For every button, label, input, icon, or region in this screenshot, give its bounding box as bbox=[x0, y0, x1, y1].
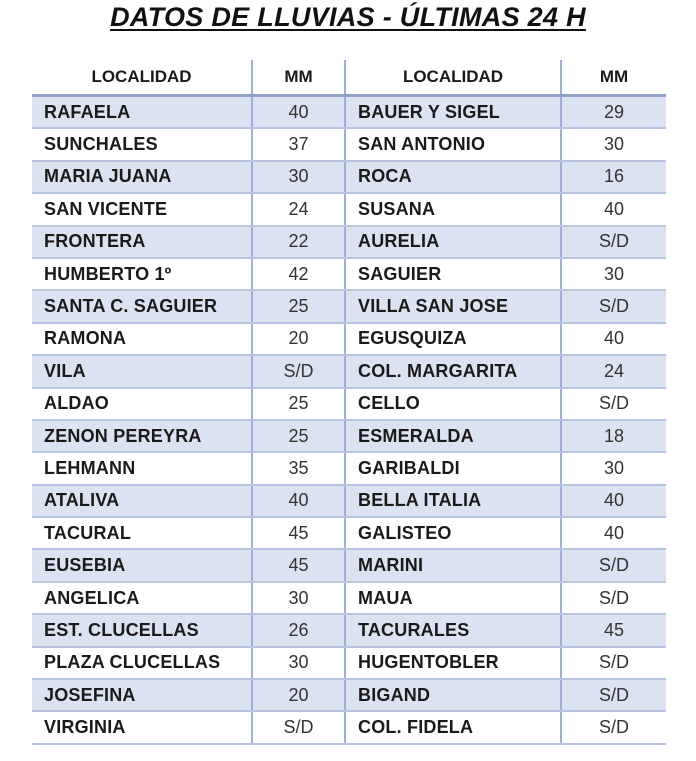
right-mm-cell: S/D bbox=[561, 549, 666, 581]
right-locality-cell: GALISTEO bbox=[345, 517, 561, 549]
left-locality-cell: ANGELICA bbox=[32, 582, 252, 614]
right-locality-cell: AURELIA bbox=[345, 226, 561, 258]
left-locality-cell: ATALIVA bbox=[32, 485, 252, 517]
left-locality-cell: SAN VICENTE bbox=[32, 193, 252, 225]
right-mm-cell: 45 bbox=[561, 614, 666, 646]
left-mm-cell: 25 bbox=[252, 388, 345, 420]
left-locality-cell: TACURAL bbox=[32, 517, 252, 549]
table-row bbox=[32, 679, 666, 711]
right-mm-cell: 40 bbox=[561, 193, 666, 225]
table-row bbox=[32, 161, 666, 193]
left-locality-cell: RAFAELA bbox=[32, 96, 252, 129]
right-locality-cell: ESMERALDA bbox=[345, 420, 561, 452]
rainfall-table bbox=[32, 60, 666, 745]
left-locality-cell: JOSEFINA bbox=[32, 679, 252, 711]
left-mm-cell: 20 bbox=[252, 323, 345, 355]
table-row bbox=[32, 128, 666, 160]
left-locality-cell: FRONTERA bbox=[32, 226, 252, 258]
left-mm-cell: 26 bbox=[252, 614, 345, 646]
left-locality-cell: VILA bbox=[32, 355, 252, 387]
table-row bbox=[32, 258, 666, 290]
table-row bbox=[32, 452, 666, 484]
left-mm-cell: 35 bbox=[252, 452, 345, 484]
left-locality-cell: ALDAO bbox=[32, 388, 252, 420]
left-mm-cell: 40 bbox=[252, 96, 345, 129]
right-locality-cell: EGUSQUIZA bbox=[345, 323, 561, 355]
right-locality-cell: VILLA SAN JOSE bbox=[345, 290, 561, 322]
right-mm-cell: 30 bbox=[561, 258, 666, 290]
right-mm-cell: 24 bbox=[561, 355, 666, 387]
table-row bbox=[32, 485, 666, 517]
right-mm-cell: S/D bbox=[561, 582, 666, 614]
right-mm-cell: S/D bbox=[561, 226, 666, 258]
left-locality-cell: MARIA JUANA bbox=[32, 161, 252, 193]
right-locality-cell: BELLA ITALIA bbox=[345, 485, 561, 517]
left-mm-cell: 30 bbox=[252, 582, 345, 614]
right-locality-cell: ROCA bbox=[345, 161, 561, 193]
table-row bbox=[32, 226, 666, 258]
right-locality-cell: BAUER Y SIGEL bbox=[345, 96, 561, 129]
left-locality-cell: PLAZA CLUCELLAS bbox=[32, 647, 252, 679]
right-locality-cell: SAN ANTONIO bbox=[345, 128, 561, 160]
right-mm-cell: S/D bbox=[561, 679, 666, 711]
right-mm-cell: 16 bbox=[561, 161, 666, 193]
table-row bbox=[32, 355, 666, 387]
header-left-locality: LOCALIDAD bbox=[32, 60, 252, 96]
right-mm-cell: 30 bbox=[561, 128, 666, 160]
left-mm-cell: S/D bbox=[252, 355, 345, 387]
right-mm-cell: S/D bbox=[561, 647, 666, 679]
table-body bbox=[32, 96, 666, 744]
table-row bbox=[32, 388, 666, 420]
table-row bbox=[32, 614, 666, 646]
left-mm-cell: 30 bbox=[252, 647, 345, 679]
left-locality-cell: EST. CLUCELLAS bbox=[32, 614, 252, 646]
page-title: DATOS DE LLUVIAS - ÚLTIMAS 24 H bbox=[110, 2, 586, 32]
left-mm-cell: 45 bbox=[252, 549, 345, 581]
table-row bbox=[32, 647, 666, 679]
header-right-locality: LOCALIDAD bbox=[345, 60, 561, 96]
left-locality-cell: ZENON PEREYRA bbox=[32, 420, 252, 452]
left-mm-cell: 24 bbox=[252, 193, 345, 225]
right-mm-cell: S/D bbox=[561, 711, 666, 743]
table-row bbox=[32, 290, 666, 322]
right-locality-cell: MAUA bbox=[345, 582, 561, 614]
left-mm-cell: 25 bbox=[252, 290, 345, 322]
left-locality-cell: VIRGINIA bbox=[32, 711, 252, 743]
right-locality-cell: COL. FIDELA bbox=[345, 711, 561, 743]
right-locality-cell: MARINI bbox=[345, 549, 561, 581]
right-locality-cell: CELLO bbox=[345, 388, 561, 420]
right-mm-cell: 18 bbox=[561, 420, 666, 452]
table-row bbox=[32, 549, 666, 581]
right-mm-cell: 40 bbox=[561, 485, 666, 517]
right-locality-cell: TACURALES bbox=[345, 614, 561, 646]
left-locality-cell: SUNCHALES bbox=[32, 128, 252, 160]
left-locality-cell: HUMBERTO 1º bbox=[32, 258, 252, 290]
left-mm-cell: 45 bbox=[252, 517, 345, 549]
table-row bbox=[32, 711, 666, 743]
table-row bbox=[32, 582, 666, 614]
left-locality-cell: SANTA C. SAGUIER bbox=[32, 290, 252, 322]
header-left-mm: MM bbox=[252, 60, 345, 96]
table-header-row bbox=[32, 60, 666, 96]
right-locality-cell: GARIBALDI bbox=[345, 452, 561, 484]
header-right-mm: MM bbox=[561, 60, 666, 96]
left-mm-cell: S/D bbox=[252, 711, 345, 743]
table-row bbox=[32, 323, 666, 355]
right-mm-cell: 30 bbox=[561, 452, 666, 484]
table-row bbox=[32, 96, 666, 129]
left-locality-cell: LEHMANN bbox=[32, 452, 252, 484]
left-mm-cell: 25 bbox=[252, 420, 345, 452]
left-mm-cell: 22 bbox=[252, 226, 345, 258]
left-mm-cell: 20 bbox=[252, 679, 345, 711]
left-locality-cell: EUSEBIA bbox=[32, 549, 252, 581]
right-locality-cell: COL. MARGARITA bbox=[345, 355, 561, 387]
left-locality-cell: RAMONA bbox=[32, 323, 252, 355]
table-row bbox=[32, 420, 666, 452]
left-mm-cell: 42 bbox=[252, 258, 345, 290]
right-mm-cell: 29 bbox=[561, 96, 666, 129]
right-mm-cell: 40 bbox=[561, 323, 666, 355]
right-locality-cell: HUGENTOBLER bbox=[345, 647, 561, 679]
table-row bbox=[32, 517, 666, 549]
right-locality-cell: BIGAND bbox=[345, 679, 561, 711]
table-row bbox=[32, 193, 666, 225]
right-mm-cell: S/D bbox=[561, 290, 666, 322]
left-mm-cell: 30 bbox=[252, 161, 345, 193]
left-mm-cell: 37 bbox=[252, 128, 345, 160]
right-mm-cell: S/D bbox=[561, 388, 666, 420]
right-locality-cell: SUSANA bbox=[345, 193, 561, 225]
left-mm-cell: 40 bbox=[252, 485, 345, 517]
right-locality-cell: SAGUIER bbox=[345, 258, 561, 290]
right-mm-cell: 40 bbox=[561, 517, 666, 549]
